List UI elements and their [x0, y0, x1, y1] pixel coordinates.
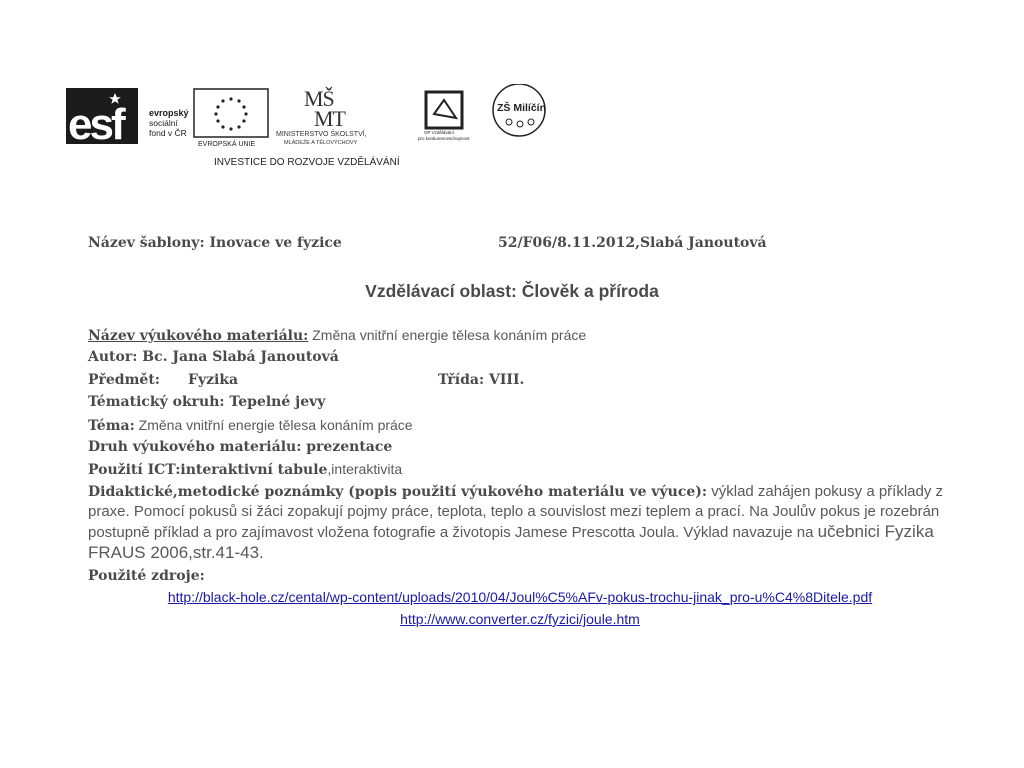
sources-links: [140, 589, 900, 628]
school-logo: [493, 84, 546, 136]
ict-line: [88, 460, 402, 479]
subject-value: Fyzika: [188, 372, 239, 388]
class-label: Třída: VIII.: [438, 372, 525, 388]
author: Autor: Bc. Jana Slabá Janoutová: [88, 349, 339, 365]
notes-label: Didaktické,metodické poznámky (popis použití výukového materiálu ve výuce):: [88, 484, 708, 500]
esf-line-2: sociální: [149, 118, 178, 128]
op-line-2: pro konkurenceschopnost: [418, 136, 470, 141]
source-link-2[interactable]: http://www.converter.cz/fyzici/joule.htm: [400, 611, 640, 627]
svg-text:esf: esf: [68, 100, 123, 149]
op-logo: [418, 92, 470, 141]
material-type: Druh výukového materiálu: prezentace: [88, 439, 393, 455]
esf-line-1: evropský: [149, 108, 189, 118]
ict-value: ,interaktivita: [327, 461, 403, 477]
msmt-logo: [276, 86, 367, 146]
school-label: ZŠ Milíčín: [497, 102, 547, 114]
eu-label: EVROPSKÁ UNIE: [198, 141, 256, 148]
esf-logo: [66, 88, 189, 149]
eu-flag-logo: [194, 89, 268, 148]
sources-label: Použité zdroje:: [88, 568, 205, 584]
ict-label: Použití ICT:interaktivní tabule: [88, 462, 328, 478]
svg-text:MŠ: MŠ: [304, 86, 334, 111]
source-link-1[interactable]: http://black-hole.cz/cental/wp-content/uploads/2010/04/Joul%C5%AFv-pokus-trochu-jinak_pro-u%C4%8Ditele.pdf: [167, 589, 873, 605]
topic: Tématický okruh: Tepelné jevy: [88, 394, 326, 410]
theme-value: Změna vnitřní energie tělesa konáním práce: [134, 417, 413, 433]
investment-banner: INVESTICE DO ROZVOJE VZDĚLÁVÁNÍ: [214, 157, 400, 168]
material-value: Změna vnitřní energie tělesa konáním práce: [308, 327, 587, 343]
theme-label: Téma:: [88, 418, 135, 434]
partner-logos: [64, 84, 584, 174]
notes-big-text: učebnici Fyzika FRAUS 2006,str.41-43.: [88, 522, 934, 562]
svg-text:MT: MT: [314, 106, 345, 131]
op-line-1: OP Vzdělávání: [424, 130, 454, 135]
msmt-line-1: MINISTERSTVO ŠKOLSTVÍ,: [276, 131, 367, 138]
notes-text: výklad zahájen pokusy a příklady z praxe. Pomocí pokusů si žáci zopakují pojmy práce, teplota, teplo a souvislost mezi teplem a prací. Na Joulův pokus je rozebrán postupně příklad a pro zajímavost vložena fotografie a životopis Jamese Prescotta Joula. Výklad navazuje na: [88, 483, 944, 541]
subject-label: Předmět:: [88, 372, 160, 388]
theme-line: [88, 416, 413, 435]
msmt-line-2: MLÁDEŽE A TĚLOVÝCHOVY: [284, 140, 358, 146]
esf-line-3: fond v ČR: [149, 128, 187, 138]
notes-paragraph: [88, 482, 948, 564]
area-title: Vzdělávací oblast: Člověk a příroda: [365, 281, 659, 301]
material-label: Název výukového materiálu:: [88, 328, 309, 344]
template-code: 52/F06/8.11.2012,Slabá Janoutová: [498, 235, 767, 251]
template-name: Název šablony: Inovace ve fyzice: [88, 235, 342, 251]
material-line: [88, 326, 586, 345]
